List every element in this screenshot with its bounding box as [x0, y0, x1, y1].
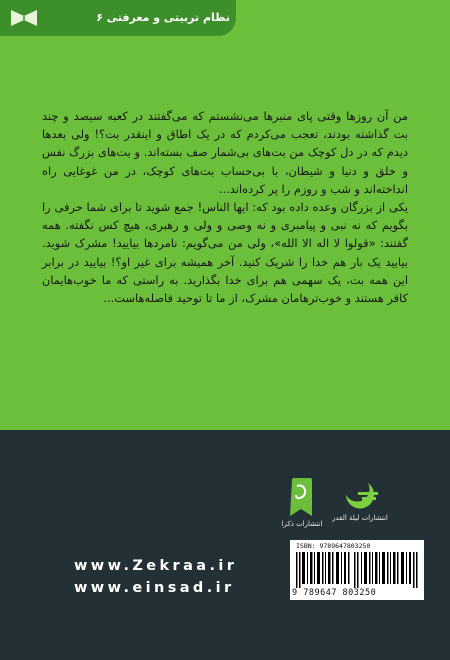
back-cover-text [42, 107, 408, 307]
isbn-label: ISBN: 9789647803250 [296, 542, 371, 550]
series-logo-icon [8, 6, 40, 30]
paragraph-2: یکی از بزرگان وعده داده بود که: ایها الناس! جمع شوید تا برای شما حرفی را بگویم که نه نبی و پیامبری و نه وصی و ولی و رهبری، هیچ کس نگفته. همه گفتند: «قولوا لا اله الا الله»، ولی من می‌گویم: نامردها بیایید! مشرک شوید. بیایید یک بار هم خدا را شریک کنید. آخر همیشه برای غیر او؟! بیایید در برابر این همه بت، یک سهمی هم برای خدا بگذارید. به راستی که ما خوب‌هایمان کافر هستند و خوب‌ترهامان مشرک، از ما تا توحید فاصله‌هاست... [42, 200, 408, 306]
barcode-digits: 9 789647 803250 [292, 588, 377, 598]
isbn-barcode [290, 540, 424, 600]
laylat-al-qadr-logo-icon [338, 478, 382, 512]
website-einsad[interactable]: www.einsad.ir [74, 580, 235, 596]
series-title: نظام تربیتی و معرفتی ۶ [96, 11, 230, 24]
publisher-2-name: انتشارات ذکرا [281, 520, 323, 528]
zekraa-logo-icon [288, 476, 314, 518]
barcode-bars [296, 552, 418, 588]
website-zekraa[interactable]: www.Zekraa.ir [74, 558, 238, 574]
paragraph-1: من آن روزها وقتی پای منبرها می‌نشستم که می‌گفتند در کعبه سیصد و چند بت گذاشته بودند، تعجب می‌کردم که در یک اطاق و اینقدر بت؟! ولی بعدها دیدم که در دل کوچک من بت‌های بی‌شمار صف بسته‌اند. و بت‌های بزرگ نفس و خلق و دنیا و شیطان، با بی‌حساب بت‌های کوچک، در من غوغایی راه انداخته‌اند و شب و روزم را پر کرده‌اند... [42, 109, 408, 196]
series-tab [0, 0, 236, 36]
publisher-1-name: انتشارات لیلة القدر [332, 514, 388, 522]
